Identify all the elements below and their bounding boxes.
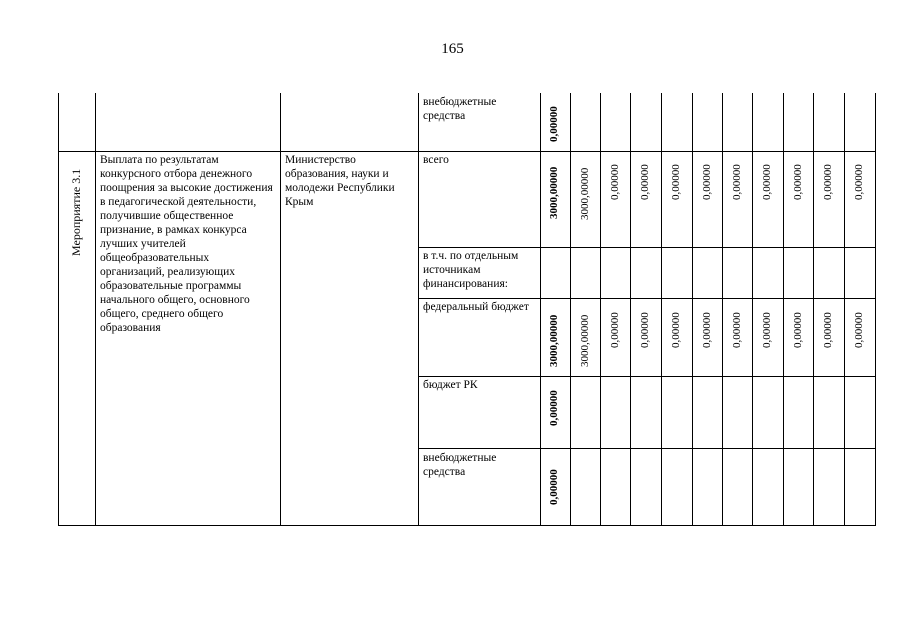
row-divider: [418, 448, 876, 449]
year-amount: 0,00000: [609, 312, 621, 348]
column-divider: [692, 93, 693, 526]
year-amount: 0,00000: [701, 164, 713, 200]
year-amount: 0,00000: [609, 164, 621, 200]
column-divider: [418, 93, 419, 526]
year-amount: 3000,00000: [579, 167, 591, 220]
year-amount: 0,00000: [822, 312, 834, 348]
year-amount: 0,00000: [853, 312, 865, 348]
row-divider: [418, 247, 876, 248]
event-description: Выплата по результатам конкурсного отбора денежного поощрения за высокие достижения в педагогической деятельности, получившие общественное признание, в рамках конкурса лучших учителей общеобразовательных организаций, реализующих образовательные программы начального общего, основного общего, среднего общего образования: [100, 154, 273, 334]
year-amount: 0,00000: [731, 312, 743, 348]
year-amount: 0,00000: [670, 312, 682, 348]
total-amount: 3000,00000: [548, 314, 560, 367]
column-divider: [722, 93, 723, 526]
funding-source-label: всего: [423, 154, 449, 166]
year-amount: 0,00000: [670, 164, 682, 200]
row-divider: [418, 298, 876, 299]
funding-source-label: внебюджетные средства: [423, 452, 497, 478]
total-amount: 0,00000: [548, 106, 560, 142]
column-divider: [813, 93, 814, 526]
column-divider: [600, 93, 601, 526]
year-amount: 0,00000: [701, 312, 713, 348]
funding-source-label: внебюджетные средства: [423, 96, 497, 122]
page-number: 165: [441, 41, 464, 57]
column-divider: [630, 93, 631, 526]
column-divider: [58, 93, 59, 526]
year-amount: 3000,00000: [579, 314, 591, 367]
column-divider: [570, 93, 571, 526]
year-amount: 0,00000: [761, 312, 773, 348]
column-divider: [783, 93, 784, 526]
total-amount: 3000,00000: [548, 166, 560, 219]
year-amount: 0,00000: [792, 164, 804, 200]
column-divider: [280, 93, 281, 526]
year-amount: 0,00000: [639, 164, 651, 200]
event-code: Мероприятие 3.1: [69, 168, 83, 256]
column-divider: [752, 93, 753, 526]
year-amount: 0,00000: [822, 164, 834, 200]
year-amount: 0,00000: [853, 164, 865, 200]
total-amount: 0,00000: [548, 469, 560, 505]
column-divider: [844, 93, 845, 526]
column-divider: [875, 93, 876, 526]
column-divider: [95, 93, 96, 526]
year-amount: 0,00000: [639, 312, 651, 348]
year-amount: 0,00000: [731, 164, 743, 200]
year-amount: 0,00000: [792, 312, 804, 348]
funding-source-label: в т.ч. по отдельным источникам финансирования:: [423, 250, 519, 290]
row-divider: [58, 151, 876, 152]
column-divider: [661, 93, 662, 526]
year-amount: 0,00000: [761, 164, 773, 200]
row-divider: [418, 376, 876, 377]
funding-source-label: федеральный бюджет: [423, 301, 529, 313]
total-amount: 0,00000: [548, 390, 560, 426]
funding-source-label: бюджет РК: [423, 379, 478, 391]
table-bottom-border: [58, 525, 876, 526]
event-executor: Министерство образования, науки и молодежи Республики Крым: [285, 154, 395, 208]
column-divider: [540, 93, 541, 526]
